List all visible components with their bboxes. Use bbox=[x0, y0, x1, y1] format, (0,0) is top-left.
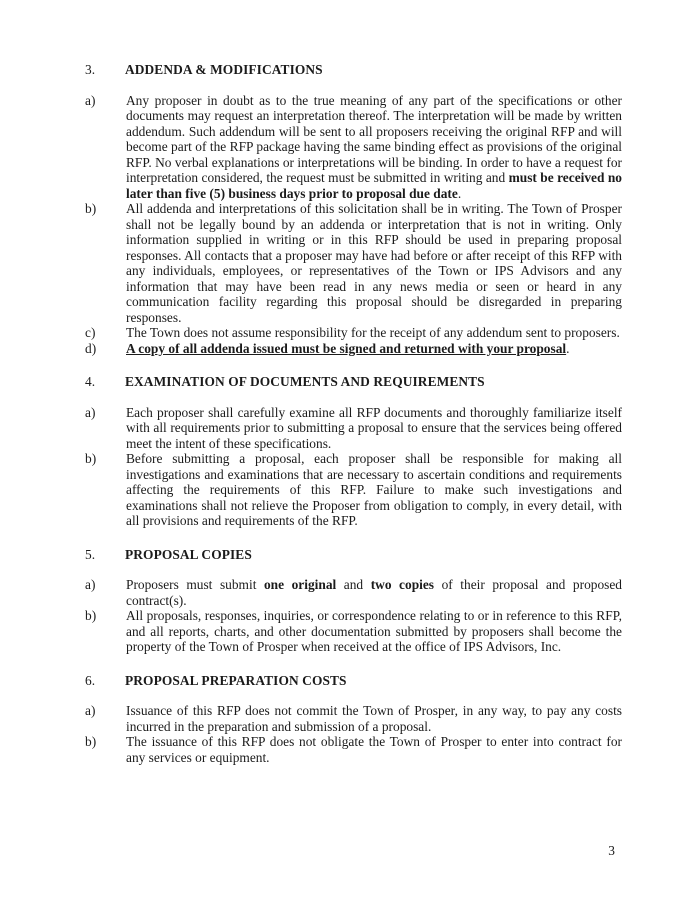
text-run: Before submitting a proposal, each proposer shall be responsible for making all investigations and examinations that are necessary to ascertain conditions and requirements affecting the requirements of this RFP. Failure to make such investigations and examinations shall not relieve the Proposer from obligation to comply, in every detail, with all provisions and requirements of the RFP. bbox=[126, 451, 622, 528]
text-run: . bbox=[457, 185, 462, 201]
text-run: All proposals, responses, inquiries, or correspondence relating to or in reference to this RFP, and all reports, charts, and other documentation submitted by proposers shall become the property of the Town of Prosper when received at the office of IPS Advisors, Inc. bbox=[126, 608, 622, 654]
section-title: PROPOSAL PREPARATION COSTS bbox=[125, 672, 347, 688]
section-number: 6. bbox=[85, 672, 96, 688]
text-run: of their proposal and proposed contract(s). bbox=[126, 577, 622, 608]
list-item bbox=[85, 325, 622, 341]
item-text bbox=[126, 451, 622, 529]
item-text bbox=[126, 405, 622, 452]
section-title: PROPOSAL COPIES bbox=[125, 546, 252, 562]
text-run: Any proposer in doubt as to the true meaning of any part of the specifications or other documents may request an interpretation thereof. The interpretation will be made by written addendum. Such addendum will be sent to all proposers receiving the original RFP and will become part of the RFP package having the same binding effect as provisions of the original RFP. No verbal explanations or interpretations will be binding. In order to have a request for interpretation considered, the request must be submitted in writing and bbox=[126, 92, 622, 185]
item-text bbox=[126, 325, 622, 341]
list-item bbox=[85, 608, 622, 655]
item-label: a) bbox=[85, 92, 96, 108]
section-items bbox=[85, 405, 622, 529]
item-text bbox=[126, 608, 622, 655]
text-run: The issuance of this RFP does not obligate the Town of Prosper to enter into contract for any services or equipment. bbox=[126, 734, 622, 765]
section bbox=[85, 673, 622, 766]
document-body bbox=[85, 62, 622, 783]
list-item bbox=[85, 577, 622, 608]
text-run: The Town does not assume responsibility for the receipt of any addendum sent to proposers. bbox=[126, 325, 620, 340]
text-run: and bbox=[336, 577, 371, 592]
text-run: two copies bbox=[370, 577, 435, 592]
page-number: 3 bbox=[608, 843, 615, 858]
item-label: d) bbox=[85, 340, 97, 356]
section bbox=[85, 62, 622, 356]
item-text bbox=[126, 201, 622, 325]
item-label: b) bbox=[85, 734, 97, 749]
item-text bbox=[126, 703, 622, 734]
item-text bbox=[126, 734, 622, 765]
list-item bbox=[85, 405, 622, 452]
item-text bbox=[126, 93, 622, 202]
item-label: a) bbox=[85, 577, 96, 592]
text-run: one original bbox=[263, 577, 337, 592]
item-label: b) bbox=[85, 608, 97, 623]
text-run: A copy of all addenda issued must be signed and returned with your proposal bbox=[126, 340, 567, 356]
item-label: c) bbox=[85, 325, 96, 340]
list-item bbox=[85, 451, 622, 529]
text-run: All addenda and interpretations of this solicitation shall be in writing. The Town of Prosper shall not be legally bound by an addenda or interpretation that is not in writing. Only information supplied in writing or in this RFP should be used in preparing proposal responses. All contacts that a proposer may have had before or after receipt of this RFP with any individuals, employees, or representatives of the Town or IPS Advisors and any information that may have been read in any news media or seen or heard in any communication facility regarding this proposal should be disregarded in preparing responses. bbox=[126, 201, 622, 325]
text-run: Issuance of this RFP does not commit the Town of Prosper, in any way, to pay any costs incurred in the preparation and submission of a proposal. bbox=[126, 703, 622, 734]
list-item bbox=[85, 341, 622, 357]
section-items bbox=[85, 577, 622, 655]
text-run: . bbox=[566, 340, 570, 356]
section-heading bbox=[85, 374, 622, 390]
section-heading bbox=[85, 673, 622, 689]
section bbox=[85, 374, 622, 529]
section-items bbox=[85, 703, 622, 765]
section bbox=[85, 547, 622, 655]
text-run: Each proposer shall carefully examine all RFP documents and thoroughly familiarize itself with all requirements prior to submitting a proposal to ensure that the services being offered meet the intent of these specifications. bbox=[126, 404, 622, 451]
list-item bbox=[85, 201, 622, 325]
section-title: ADDENDA & MODIFICATIONS bbox=[125, 62, 323, 77]
section-title: EXAMINATION OF DOCUMENTS AND REQUIREMENTS bbox=[125, 374, 485, 389]
sections-container bbox=[85, 62, 622, 765]
section-heading bbox=[85, 62, 622, 78]
list-item bbox=[85, 703, 622, 734]
item-text bbox=[126, 341, 622, 357]
item-label: a) bbox=[85, 404, 96, 420]
section-items bbox=[85, 93, 622, 357]
item-text bbox=[126, 577, 622, 608]
section-number: 5. bbox=[85, 546, 96, 562]
text-run: Proposers must submit bbox=[126, 577, 264, 592]
item-label: a) bbox=[85, 703, 96, 718]
section-number: 3. bbox=[85, 62, 96, 77]
section-number: 4. bbox=[85, 374, 96, 389]
item-label: b) bbox=[85, 201, 97, 216]
text-run: must be received no later than five (5) business days prior to proposal due date bbox=[126, 170, 623, 201]
list-item bbox=[85, 734, 622, 765]
item-label: b) bbox=[85, 451, 97, 466]
list-item bbox=[85, 93, 622, 202]
section-heading bbox=[85, 547, 622, 563]
